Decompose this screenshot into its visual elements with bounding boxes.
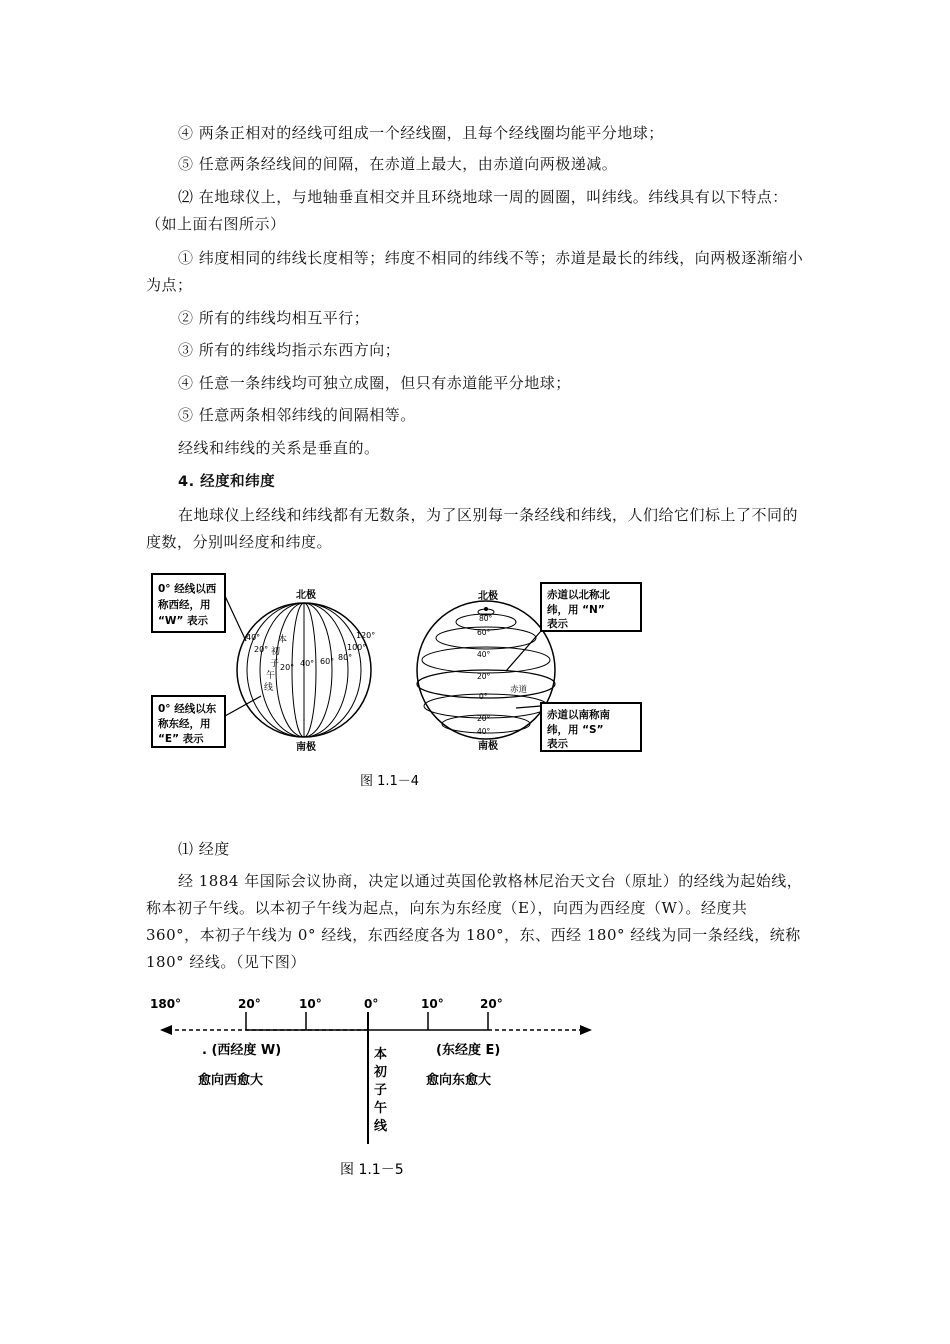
paragraph-longitude-body: 经 1884 年国际会议协商，决定以通过英国伦敦格林尼治天文台（原址）的经线为起始线，称本初子午线。以本初子午线为起点，向东为东经度（E），向西为西经度（W）。经度共 360°，本初子午线为 0° 经线，东西经度各为 180°，东、西经 180° 经线为同一条经线，统称 180° 经线。（见下图）: [146, 872, 803, 971]
tick-100e: 100°: [347, 643, 367, 652]
prime-meridian-char-5: 线: [374, 1119, 388, 1134]
paragraph-parallel-5: ⑤ 任意两条相邻纬线的间隔相等。: [178, 406, 416, 424]
figure-globes: [146, 566, 651, 798]
paragraph-longitude-heading: ⑴ 经度: [178, 840, 230, 858]
prime-char-3: 子: [270, 659, 280, 669]
box-north-line3: 表示: [547, 618, 568, 630]
equator-label: 赤道: [510, 685, 528, 695]
west-longitude-label: . (西经度 W): [202, 1043, 282, 1058]
west-increase-label: 愈向西愈大: [198, 1073, 264, 1088]
axis-label-20e: 20°: [480, 997, 503, 1011]
lat-80: 80°: [479, 614, 493, 623]
tick-20w: 20°: [254, 645, 269, 654]
prime-char-4: 午: [266, 671, 276, 681]
lat-40s: 40°: [477, 727, 491, 736]
figure-caption-2: 图 1.1－5: [340, 1162, 404, 1178]
tick-120e: 120°: [356, 631, 376, 640]
east-longitude-label: (东经度 E): [436, 1043, 501, 1058]
paragraph-parallel-3: ③ 所有的纬线均指示东西方向；: [178, 341, 401, 359]
tick-40w: 40°: [246, 633, 261, 642]
box-south-line3: 表示: [547, 738, 568, 750]
axis-label-10w: 10°: [299, 997, 322, 1011]
box-east-line2: 称东经，用: [158, 718, 211, 730]
paragraph-parallel-2: ② 所有的纬线均相互平行；: [178, 309, 370, 327]
axis-label-10e: 10°: [421, 997, 444, 1011]
paragraph-degree-intro: 在地球仪上经线和纬线都有无数条，为了区别每一条经线和纬线，人们给它们标上了不同的度数，分别叫经度和纬度。: [146, 506, 799, 551]
lat-0: 0°: [479, 692, 488, 701]
figure-caption-1: 图 1.1－4: [360, 774, 420, 789]
box-north-line1: 赤道以北称北: [547, 589, 610, 601]
prime-char-1: 本: [278, 635, 288, 645]
east-increase-label: 愈向东愈大: [426, 1073, 492, 1088]
lat-20s: 20°: [477, 714, 491, 723]
paragraph-meridian-4: ④ 两条正相对的经线可组成一个经线圈，且每个经线圈均能平分地球；: [178, 124, 664, 142]
paragraph-parallel-4: ④ 任意一条纬线均可独立成圈，但只有赤道能平分地球；: [178, 374, 571, 392]
paragraph-parallel-1: ① 纬度相同的纬线长度相等；纬度不相同的纬线不等；赤道是最长的纬线，向两极逐渐缩小为点；: [146, 249, 804, 294]
paragraph-parallel-def: ⑵ 在地球仪上，与地轴垂直相交并且环绕地球一周的圆圈，叫纬线。纬线具有以下特点：（如上面右图所示）: [146, 188, 788, 233]
prime-char-5: 线: [264, 683, 274, 693]
prime-meridian-char-1: 本: [374, 1047, 388, 1062]
box-south-line2: 纬，用 “S”: [547, 724, 604, 736]
paragraph-meridian-5: ⑤ 任意两条经线间的间隔，在赤道上最大，由赤道向两极递减。: [178, 155, 618, 173]
figure-longitude-axis: [146, 992, 606, 1184]
axis-label-20w: 20°: [238, 997, 261, 1011]
south-pole-label-left: 南极: [296, 742, 316, 753]
lat-60: 60°: [477, 628, 491, 637]
lat-20n: 20°: [477, 672, 491, 681]
north-pole-label-left: 北极: [296, 590, 316, 601]
tick-60e: 60°: [320, 657, 335, 666]
prime-meridian-char-2: 初: [374, 1065, 388, 1080]
prime-meridian-char-4: 午: [374, 1101, 388, 1116]
paragraph-relation: 经线和纬线的关系是垂直的。: [178, 439, 380, 457]
box-north-line2: 纬，用 “N”: [547, 604, 605, 616]
tick-40e: 40°: [300, 659, 315, 668]
axis-label-180: 180°: [150, 997, 182, 1011]
prime-meridian-char-3: 子: [374, 1083, 388, 1098]
prime-char-2: 初: [271, 647, 281, 657]
globe-meridians: [237, 603, 371, 737]
axis-label-0: 0°: [364, 997, 379, 1011]
box-west-line1: 0° 经线以西: [158, 583, 217, 595]
box-west-line3: “W” 表示: [158, 615, 209, 627]
box-east-line1: 0° 经线以东: [158, 703, 217, 715]
section-heading: 4. 经度和纬度: [178, 474, 276, 490]
lat-40n: 40°: [477, 650, 491, 659]
south-pole-label-right: 南极: [478, 741, 498, 752]
tick-80e: 80°: [338, 653, 353, 662]
north-pole-label-right: 北极: [478, 591, 498, 602]
box-south-line1: 赤道以南称南: [547, 709, 610, 721]
tick-20e: 20°: [280, 663, 295, 672]
box-west-line2: 称西经，用: [158, 599, 211, 611]
box-east-line3: “E” 表示: [158, 733, 204, 745]
